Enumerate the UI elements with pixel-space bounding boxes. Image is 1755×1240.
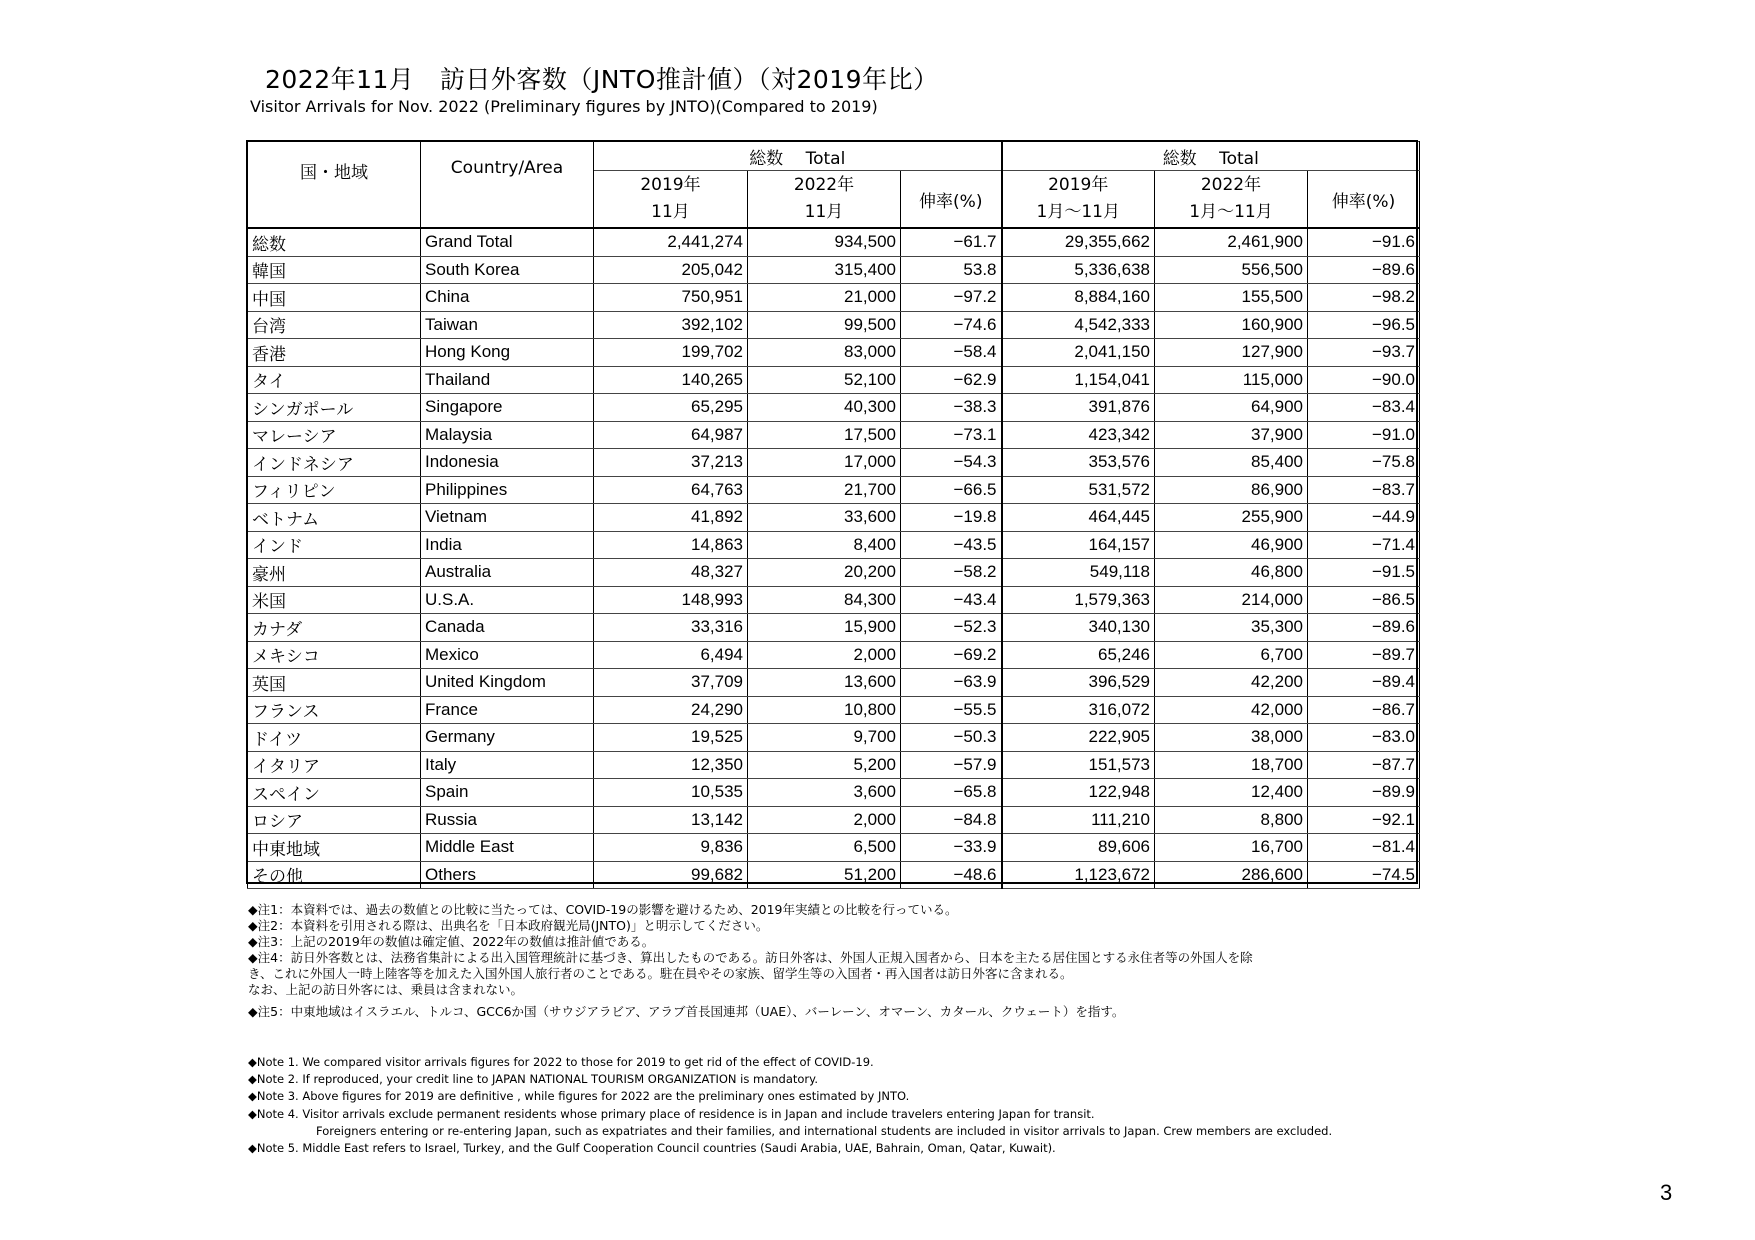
cell-country-en: Others	[421, 861, 594, 889]
cell-2019-month: 99,682	[594, 861, 748, 889]
table-row	[248, 559, 1420, 587]
cell-2019-ytd: 164,157	[1002, 531, 1155, 559]
header-country-jp: 国・地域	[248, 142, 421, 229]
cell-2022-ytd: 18,700	[1155, 751, 1308, 779]
cell-country-en: India	[421, 531, 594, 559]
cell-country-en: France	[421, 696, 594, 724]
cell-2019-ytd: 8,884,160	[1002, 284, 1155, 312]
cell-country-jp: メキシコ	[248, 641, 421, 669]
cell-2019-month: 205,042	[594, 256, 748, 284]
cell-rate-month: −58.4	[901, 339, 1002, 367]
cell-2019-month: 19,525	[594, 724, 748, 752]
cell-country-jp: 米国	[248, 586, 421, 614]
cell-country-en: Philippines	[421, 476, 594, 504]
cell-2019-ytd: 1,123,672	[1002, 861, 1155, 889]
cell-rate-ytd: −89.4	[1308, 669, 1420, 697]
header-group-ytd: 総数 Total	[1002, 142, 1420, 171]
cell-rate-ytd: −91.5	[1308, 559, 1420, 587]
cell-2019-ytd: 464,445	[1002, 504, 1155, 532]
cell-2022-month: 6,500	[748, 834, 901, 862]
cell-2019-ytd: 2,041,150	[1002, 339, 1155, 367]
header-2022-month-period: 11月	[804, 202, 844, 222]
table-row	[248, 366, 1420, 394]
note-en-3: ◆Note 3. Above figures for 2019 are definitive , while figures for 2022 are the preliminary ones estimated by JNTO.	[248, 1089, 910, 1104]
cell-2019-month: 64,987	[594, 421, 748, 449]
cell-2022-ytd: 160,900	[1155, 311, 1308, 339]
cell-2022-ytd: 6,700	[1155, 641, 1308, 669]
cell-2019-ytd: 423,342	[1002, 421, 1155, 449]
note-en-4: ◆Note 4. Visitor arrivals exclude permanent residents whose primary place of residence is in Japan and include travelers entering Japan for transit.	[248, 1106, 1095, 1121]
cell-rate-ytd: −74.5	[1308, 861, 1420, 889]
cell-country-en: Germany	[421, 724, 594, 752]
table-row	[248, 696, 1420, 724]
cell-rate-month: −54.3	[901, 449, 1002, 477]
cell-rate-ytd: −81.4	[1308, 834, 1420, 862]
cell-2022-month: 51,200	[748, 861, 901, 889]
table-row	[248, 311, 1420, 339]
cell-2019-month: 41,892	[594, 504, 748, 532]
cell-2022-ytd: 155,500	[1155, 284, 1308, 312]
note-jp-1: ◆注1：本資料では、過去の数値との比較に当たっては、COVID-19の影響を避けるため、2019年実績との比較を行っている。	[248, 902, 958, 917]
cell-2022-month: 13,600	[748, 669, 901, 697]
cell-2022-month: 17,500	[748, 421, 901, 449]
note-jp-4-cont2: なお、上記の訪日外客には、乗員は含まれない。	[248, 982, 524, 997]
cell-country-en: Russia	[421, 806, 594, 834]
cell-2022-month: 3,600	[748, 779, 901, 807]
cell-country-en: Middle East	[421, 834, 594, 862]
cell-rate-month: −74.6	[901, 311, 1002, 339]
cell-2022-ytd: 8,800	[1155, 806, 1308, 834]
cell-rate-ytd: −83.4	[1308, 394, 1420, 422]
cell-2022-month: 315,400	[748, 256, 901, 284]
cell-2022-month: 21,700	[748, 476, 901, 504]
note-jp-2: ◆注2：本資料を引用される際は、出典名を「日本政府観光局(JNTO)」と明示してください。	[248, 918, 769, 933]
cell-2022-month: 17,000	[748, 449, 901, 477]
cell-2022-ytd: 64,900	[1155, 394, 1308, 422]
cell-2022-ytd: 127,900	[1155, 339, 1308, 367]
cell-2022-month: 84,300	[748, 586, 901, 614]
cell-country-jp: インドネシア	[248, 449, 421, 477]
table-row	[248, 806, 1420, 834]
cell-2019-ytd: 65,246	[1002, 641, 1155, 669]
cell-rate-ytd: −83.0	[1308, 724, 1420, 752]
cell-country-en: United Kingdom	[421, 669, 594, 697]
cell-country-jp: タイ	[248, 366, 421, 394]
cell-country-jp: 豪州	[248, 559, 421, 587]
cell-rate-month: −57.9	[901, 751, 1002, 779]
cell-rate-month: −19.8	[901, 504, 1002, 532]
cell-rate-ytd: −87.7	[1308, 751, 1420, 779]
cell-2022-ytd: 42,200	[1155, 669, 1308, 697]
cell-country-jp: イタリア	[248, 751, 421, 779]
cell-2022-ytd: 286,600	[1155, 861, 1308, 889]
cell-2019-month: 37,709	[594, 669, 748, 697]
cell-rate-ytd: −98.2	[1308, 284, 1420, 312]
cell-rate-ytd: −89.6	[1308, 614, 1420, 642]
cell-2022-ytd: 86,900	[1155, 476, 1308, 504]
cell-2019-ytd: 1,154,041	[1002, 366, 1155, 394]
cell-country-en: Grand Total	[421, 228, 594, 256]
cell-country-jp: ロシア	[248, 806, 421, 834]
cell-2022-ytd: 37,900	[1155, 421, 1308, 449]
table-body	[248, 228, 1420, 889]
header-2022-ytd-year: 2022年	[1200, 175, 1262, 195]
cell-2022-month: 99,500	[748, 311, 901, 339]
cell-2019-month: 6,494	[594, 641, 748, 669]
cell-2019-month: 199,702	[594, 339, 748, 367]
cell-country-jp: スペイン	[248, 779, 421, 807]
cell-2022-month: 21,000	[748, 284, 901, 312]
cell-2022-ytd: 115,000	[1155, 366, 1308, 394]
table-row	[248, 504, 1420, 532]
cell-2019-month: 13,142	[594, 806, 748, 834]
note-en-5: ◆Note 5. Middle East refers to Israel, Turkey, and the Gulf Cooperation Council countries (Saudi Arabia, UAE, Bahrain, Oman, Qatar, Kuwait).	[248, 1141, 1056, 1156]
cell-country-en: Canada	[421, 614, 594, 642]
header-2022-month-year: 2022年	[793, 175, 855, 195]
cell-country-en: Mexico	[421, 641, 594, 669]
cell-2019-ytd: 353,576	[1002, 449, 1155, 477]
cell-2022-ytd: 214,000	[1155, 586, 1308, 614]
cell-rate-ytd: −89.9	[1308, 779, 1420, 807]
cell-rate-ytd: −90.0	[1308, 366, 1420, 394]
cell-country-en: U.S.A.	[421, 586, 594, 614]
note-jp-4: ◆注4：訪日外客数とは、法務省集計による出入国管理統計に基づき、算出したものである。訪日外客は、外国人正規入国者から、日本を主たる居住国とする永住者等の外国人を除	[248, 950, 1253, 965]
note-jp-5: ◆注5：中東地域はイスラエル、トルコ、GCC6か国（サウジアラビア、アラブ首長国連邦（UAE）、バーレーン、オマーン、カタール、クウェート）を指す。	[248, 1004, 1125, 1019]
cell-rate-month: −61.7	[901, 228, 1002, 256]
cell-rate-ytd: −91.0	[1308, 421, 1420, 449]
table-row	[248, 751, 1420, 779]
cell-rate-month: −43.4	[901, 586, 1002, 614]
cell-2019-month: 24,290	[594, 696, 748, 724]
page-number: 3	[1660, 1180, 1673, 1205]
notes-japanese	[248, 902, 1448, 1020]
cell-country-en: Taiwan	[421, 311, 594, 339]
cell-country-jp: 中国	[248, 284, 421, 312]
cell-rate-ytd: −44.9	[1308, 504, 1420, 532]
note-jp-4-cont: き、これに外国人一時上陸客等を加えた入国外国人旅行者のことである。駐在員やその家族、留学生等の入国者・再入国者は訪日外客に含まれる。	[248, 966, 1073, 981]
table-row	[248, 284, 1420, 312]
cell-rate-month: −38.3	[901, 394, 1002, 422]
cell-rate-ytd: −92.1	[1308, 806, 1420, 834]
cell-2022-month: 33,600	[748, 504, 901, 532]
cell-2019-month: 148,993	[594, 586, 748, 614]
cell-rate-ytd: −83.7	[1308, 476, 1420, 504]
cell-2019-ytd: 89,606	[1002, 834, 1155, 862]
cell-rate-month: −66.5	[901, 476, 1002, 504]
table-row	[248, 339, 1420, 367]
cell-rate-month: −50.3	[901, 724, 1002, 752]
cell-2022-ytd: 46,800	[1155, 559, 1308, 587]
cell-country-jp: 英国	[248, 669, 421, 697]
cell-2019-month: 10,535	[594, 779, 748, 807]
table-row	[248, 228, 1420, 256]
cell-rate-ytd: −89.7	[1308, 641, 1420, 669]
header-rate-ytd: 伸率(%)	[1308, 171, 1420, 229]
cell-2022-month: 10,800	[748, 696, 901, 724]
cell-2019-ytd: 122,948	[1002, 779, 1155, 807]
cell-2022-ytd: 2,461,900	[1155, 228, 1308, 256]
cell-rate-month: −69.2	[901, 641, 1002, 669]
cell-country-en: Thailand	[421, 366, 594, 394]
header-rate-month: 伸率(%)	[901, 171, 1002, 229]
cell-2019-month: 33,316	[594, 614, 748, 642]
table-row	[248, 669, 1420, 697]
note-en-1: ◆Note 1. We compared visitor arrivals figures for 2022 to those for 2019 to get rid of the effect of COVID-19.	[248, 1055, 874, 1069]
cell-2022-month: 83,000	[748, 339, 901, 367]
cell-2022-month: 15,900	[748, 614, 901, 642]
cell-rate-ytd: −91.6	[1308, 228, 1420, 256]
cell-rate-ytd: −96.5	[1308, 311, 1420, 339]
cell-2019-month: 750,951	[594, 284, 748, 312]
table-row	[248, 531, 1420, 559]
header-2022-month	[748, 171, 901, 229]
cell-2022-ytd: 35,300	[1155, 614, 1308, 642]
cell-2019-ytd: 391,876	[1002, 394, 1155, 422]
cell-rate-ytd: −86.5	[1308, 586, 1420, 614]
cell-rate-month: −73.1	[901, 421, 1002, 449]
header-2019-month-year: 2019年	[640, 175, 701, 195]
cell-2022-ytd: 85,400	[1155, 449, 1308, 477]
table-row	[248, 586, 1420, 614]
cell-rate-month: −48.6	[901, 861, 1002, 889]
cell-2019-month: 9,836	[594, 834, 748, 862]
cell-2019-month: 392,102	[594, 311, 748, 339]
cell-2019-ytd: 4,542,333	[1002, 311, 1155, 339]
note-en-2: ◆Note 2. If reproduced, your credit line to JAPAN NATIONAL TOURISM ORGANIZATION is mandatory.	[248, 1072, 818, 1087]
cell-country-jp: インド	[248, 531, 421, 559]
cell-rate-ytd: −93.7	[1308, 339, 1420, 367]
page-title: 2022年11月 訪日外客数（JNTO推計値）（対2019年比）	[265, 65, 939, 94]
cell-country-jp: フランス	[248, 696, 421, 724]
cell-rate-ytd: −89.6	[1308, 256, 1420, 284]
cell-2019-ytd: 151,573	[1002, 751, 1155, 779]
header-2019-month	[594, 171, 748, 229]
cell-2019-ytd: 531,572	[1002, 476, 1155, 504]
cell-rate-month: −58.2	[901, 559, 1002, 587]
cell-country-en: Vietnam	[421, 504, 594, 532]
cell-2019-ytd: 222,905	[1002, 724, 1155, 752]
table-row	[248, 779, 1420, 807]
cell-2022-ytd: 38,000	[1155, 724, 1308, 752]
cell-rate-month: −52.3	[901, 614, 1002, 642]
table-row	[248, 834, 1420, 862]
cell-2022-ytd: 16,700	[1155, 834, 1308, 862]
cell-country-en: Malaysia	[421, 421, 594, 449]
cell-2019-ytd: 1,579,363	[1002, 586, 1155, 614]
cell-rate-ytd: −75.8	[1308, 449, 1420, 477]
cell-2022-ytd: 255,900	[1155, 504, 1308, 532]
cell-rate-month: 53.8	[901, 256, 1002, 284]
header-2019-month-period: 11月	[651, 202, 690, 222]
cell-country-en: China	[421, 284, 594, 312]
cell-2019-ytd: 111,210	[1002, 806, 1155, 834]
cell-rate-month: −33.9	[901, 834, 1002, 862]
cell-2019-month: 64,763	[594, 476, 748, 504]
cell-2019-month: 140,265	[594, 366, 748, 394]
cell-2022-month: 20,200	[748, 559, 901, 587]
page-subtitle: Visitor Arrivals for Nov. 2022 (Preliminary figures by JNTO)(Compared to 2019)	[250, 97, 878, 116]
header-2019-ytd-year: 2019年	[1048, 175, 1109, 195]
cell-2019-month: 65,295	[594, 394, 748, 422]
cell-2019-ytd: 340,130	[1002, 614, 1155, 642]
cell-2022-month: 40,300	[748, 394, 901, 422]
header-2022-ytd	[1155, 171, 1308, 229]
cell-rate-month: −63.9	[901, 669, 1002, 697]
visitor-arrivals-table	[247, 141, 1420, 889]
cell-country-en: South Korea	[421, 256, 594, 284]
cell-country-jp: シンガポール	[248, 394, 421, 422]
cell-country-en: Spain	[421, 779, 594, 807]
cell-2022-month: 2,000	[748, 806, 901, 834]
table-row	[248, 394, 1420, 422]
header-2019-ytd	[1002, 171, 1155, 229]
cell-rate-ytd: −71.4	[1308, 531, 1420, 559]
table-row	[248, 476, 1420, 504]
header-2022-ytd-period: 1月～11月	[1189, 202, 1273, 222]
cell-country-en: Singapore	[421, 394, 594, 422]
cell-rate-month: −97.2	[901, 284, 1002, 312]
cell-rate-month: −65.8	[901, 779, 1002, 807]
cell-2022-month: 5,200	[748, 751, 901, 779]
cell-country-jp: フィリピン	[248, 476, 421, 504]
cell-rate-month: −55.5	[901, 696, 1002, 724]
cell-country-en: Hong Kong	[421, 339, 594, 367]
cell-country-jp: マレーシア	[248, 421, 421, 449]
cell-country-jp: カナダ	[248, 614, 421, 642]
cell-2022-month: 52,100	[748, 366, 901, 394]
cell-2019-ytd: 29,355,662	[1002, 228, 1155, 256]
note-en-4-cont: Foreigners entering or re-entering Japan, such as expatriates and their families, and international students are included in visitor arrivals to Japan. Crew members are excluded.	[316, 1123, 1333, 1138]
cell-2019-month: 12,350	[594, 751, 748, 779]
table-row	[248, 256, 1420, 284]
cell-country-jp: 中東地域	[248, 834, 421, 862]
cell-2019-ytd: 5,336,638	[1002, 256, 1155, 284]
cell-2022-ytd: 12,400	[1155, 779, 1308, 807]
note-jp-3: ◆注3：上記の2019年の数値は確定値、2022年の数値は推計値である。	[248, 934, 655, 949]
cell-rate-ytd: −86.7	[1308, 696, 1420, 724]
cell-2019-ytd: 396,529	[1002, 669, 1155, 697]
cell-country-jp: 総数	[248, 228, 421, 256]
cell-2022-month: 8,400	[748, 531, 901, 559]
cell-country-jp: ドイツ	[248, 724, 421, 752]
cell-2022-ytd: 556,500	[1155, 256, 1308, 284]
table-row	[248, 724, 1420, 752]
cell-rate-month: −84.8	[901, 806, 1002, 834]
cell-country-en: Italy	[421, 751, 594, 779]
cell-country-jp: 香港	[248, 339, 421, 367]
cell-2019-ytd: 316,072	[1002, 696, 1155, 724]
cell-country-en: Australia	[421, 559, 594, 587]
cell-2022-ytd: 42,000	[1155, 696, 1308, 724]
table-row	[248, 861, 1420, 889]
cell-2019-month: 14,863	[594, 531, 748, 559]
cell-2019-month: 2,441,274	[594, 228, 748, 256]
cell-country-jp: ベトナム	[248, 504, 421, 532]
header-country-en: Country/Area	[421, 142, 594, 229]
cell-2022-month: 2,000	[748, 641, 901, 669]
cell-country-jp: 台湾	[248, 311, 421, 339]
notes-english	[248, 1054, 1448, 1157]
table-row	[248, 421, 1420, 449]
cell-2019-month: 37,213	[594, 449, 748, 477]
cell-2022-ytd: 46,900	[1155, 531, 1308, 559]
cell-rate-month: −62.9	[901, 366, 1002, 394]
table-row	[248, 641, 1420, 669]
cell-country-jp: その他	[248, 861, 421, 889]
cell-rate-month: −43.5	[901, 531, 1002, 559]
cell-country-jp: 韓国	[248, 256, 421, 284]
table-row	[248, 614, 1420, 642]
header-group-month: 総数 Total	[594, 142, 1002, 171]
cell-country-en: Indonesia	[421, 449, 594, 477]
cell-2022-month: 9,700	[748, 724, 901, 752]
cell-2019-month: 48,327	[594, 559, 748, 587]
cell-2019-ytd: 549,118	[1002, 559, 1155, 587]
header-2019-ytd-period: 1月～11月	[1036, 202, 1120, 222]
table-row	[248, 449, 1420, 477]
cell-2022-month: 934,500	[748, 228, 901, 256]
